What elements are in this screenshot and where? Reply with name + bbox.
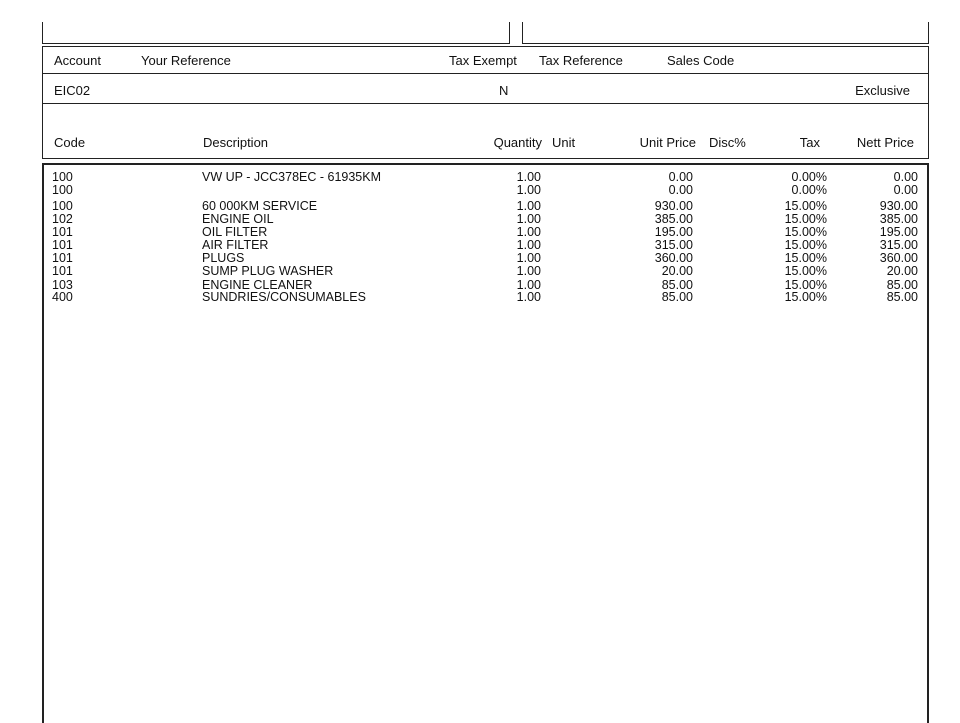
description-column-header: Description xyxy=(203,135,269,150)
row-code: 101 xyxy=(52,264,73,278)
row-description: AIR FILTER xyxy=(202,238,269,252)
tax-exempt-value: N xyxy=(499,83,509,98)
unit-price-column-header: Unit Price xyxy=(639,135,696,150)
row-quantity: 1.00 xyxy=(516,251,541,265)
row-description: OIL FILTER xyxy=(202,225,268,239)
row-code: 100 xyxy=(52,170,73,184)
address-box-left xyxy=(42,22,510,44)
row-code: 101 xyxy=(52,225,73,239)
row-description: SUNDRIES/CONSUMABLES xyxy=(202,290,366,304)
row-tax: 15.00% xyxy=(784,290,827,304)
pricing-mode-value: Exclusive xyxy=(855,83,910,98)
row-tax: 15.00% xyxy=(784,212,827,226)
row-nett-price: 930.00 xyxy=(879,199,918,213)
row-quantity: 1.00 xyxy=(516,225,541,239)
tax-column-header: Tax xyxy=(799,135,820,150)
row-unit-price: 0.00 xyxy=(668,183,693,197)
row-quantity: 1.00 xyxy=(516,264,541,278)
row-tax: 15.00% xyxy=(784,238,827,252)
table-header-box xyxy=(42,104,929,159)
row-unit-price: 195.00 xyxy=(654,225,693,239)
account-header: Account xyxy=(54,53,101,68)
disc-column-header: Disc% xyxy=(709,135,746,150)
row-tax: 15.00% xyxy=(784,278,827,292)
row-nett-price: 385.00 xyxy=(879,212,918,226)
row-code: 101 xyxy=(52,251,73,265)
row-description: ENGINE CLEANER xyxy=(202,278,313,292)
row-tax: 15.00% xyxy=(784,251,827,265)
row-description: 60 000KM SERVICE xyxy=(202,199,318,213)
row-description: SUMP PLUG WASHER xyxy=(202,264,334,278)
row-quantity: 1.00 xyxy=(516,183,541,197)
row-nett-price: 360.00 xyxy=(879,251,918,265)
code-column-header: Code xyxy=(54,135,86,150)
info-divider xyxy=(43,73,928,74)
row-unit-price: 930.00 xyxy=(654,199,693,213)
row-quantity: 1.00 xyxy=(516,290,541,304)
row-nett-price: 20.00 xyxy=(886,264,918,278)
row-quantity: 1.00 xyxy=(516,278,541,292)
row-nett-price: 0.00 xyxy=(893,170,918,184)
table-row xyxy=(44,291,927,304)
row-code: 100 xyxy=(52,183,73,197)
row-unit-price: 385.00 xyxy=(654,212,693,226)
row-nett-price: 195.00 xyxy=(879,225,918,239)
account-info-box xyxy=(42,46,929,104)
row-quantity: 1.00 xyxy=(516,199,541,213)
row-nett-price: 0.00 xyxy=(893,183,918,197)
row-quantity: 1.00 xyxy=(516,238,541,252)
row-code: 400 xyxy=(52,290,73,304)
row-unit-price: 85.00 xyxy=(661,278,693,292)
line-items-box xyxy=(42,163,929,723)
row-code: 101 xyxy=(52,238,73,252)
row-tax: 15.00% xyxy=(784,199,827,213)
row-tax: 0.00% xyxy=(791,183,827,197)
table-row xyxy=(44,265,927,278)
tax-reference-header: Tax Reference xyxy=(539,53,623,68)
nett-price-column-header: Nett Price xyxy=(856,135,914,150)
row-code: 103 xyxy=(52,278,73,292)
row-unit-price: 315.00 xyxy=(654,238,693,252)
row-code: 100 xyxy=(52,199,73,213)
tax-exempt-header: Tax Exempt xyxy=(449,53,517,68)
row-unit-price: 360.00 xyxy=(654,251,693,265)
row-unit-price: 85.00 xyxy=(661,290,693,304)
row-tax: 15.00% xyxy=(784,225,827,239)
row-unit-price: 20.00 xyxy=(661,264,693,278)
row-description: PLUGS xyxy=(202,251,245,265)
address-box-right xyxy=(522,22,929,44)
sales-code-header: Sales Code xyxy=(667,53,735,68)
row-unit-price: 0.00 xyxy=(668,170,693,184)
row-description: VW UP - JCC378EC - 61935KM xyxy=(202,170,381,184)
row-nett-price: 85.00 xyxy=(886,290,918,304)
row-quantity: 1.00 xyxy=(516,170,541,184)
row-nett-price: 315.00 xyxy=(879,238,918,252)
your-reference-header: Your Reference xyxy=(141,53,231,68)
unit-column-header: Unit xyxy=(552,135,576,150)
table-row xyxy=(44,184,927,197)
row-quantity: 1.00 xyxy=(516,212,541,226)
row-tax: 0.00% xyxy=(791,170,827,184)
row-description: ENGINE OIL xyxy=(202,212,274,226)
row-code: 102 xyxy=(52,212,73,226)
account-value: EIC02 xyxy=(54,83,91,98)
row-nett-price: 85.00 xyxy=(886,278,918,292)
quantity-column-header: Quantity xyxy=(493,135,542,150)
row-tax: 15.00% xyxy=(784,264,827,278)
